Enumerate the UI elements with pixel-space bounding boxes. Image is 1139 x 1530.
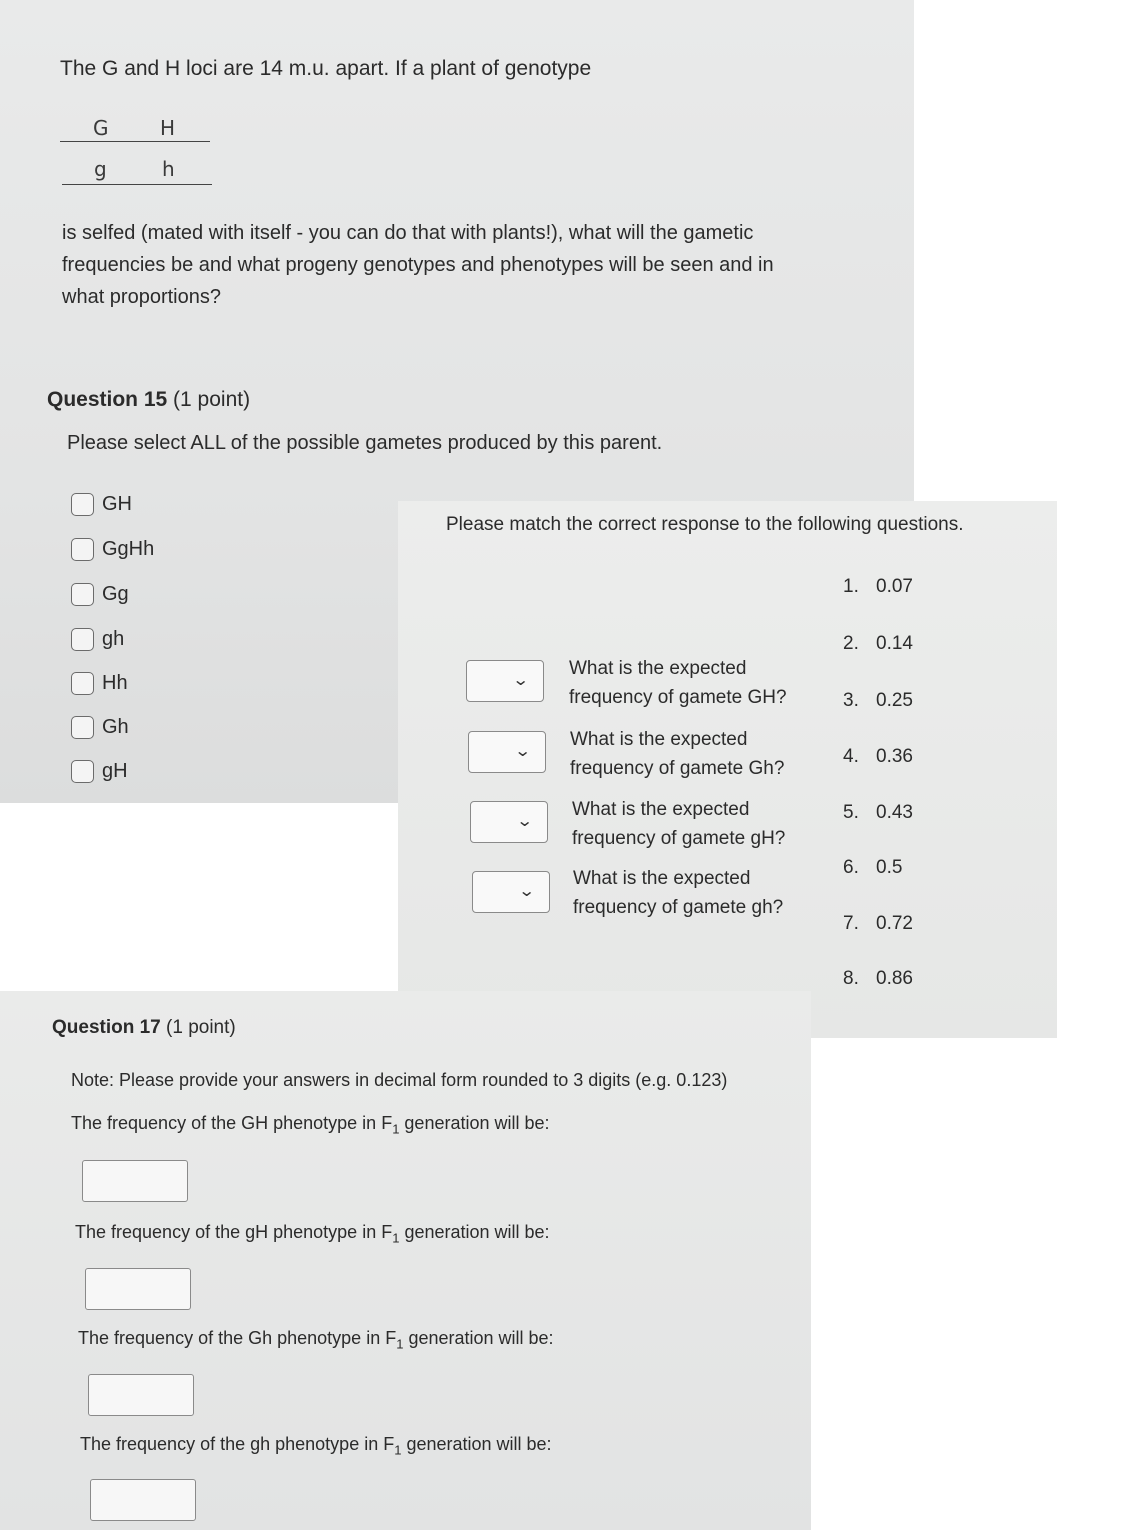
answer-item (843, 633, 913, 655)
answer-value: 0.07 (876, 576, 913, 597)
intro-paragraph (62, 217, 774, 313)
answer-item (843, 802, 913, 824)
intro-sentence: The G and H loci are 14 m.u. apart. If a plant of genotype (60, 57, 592, 80)
subscript: 1 (394, 1442, 402, 1458)
subscript: 1 (392, 1121, 400, 1137)
answer-input-GH[interactable] (82, 1160, 188, 1202)
option-label: GH (102, 492, 132, 515)
gamete-option-Gh[interactable] (71, 712, 129, 742)
question-line: What is the expected (569, 658, 747, 679)
answer-item (843, 968, 913, 990)
question-line: frequency of gamete GH? (569, 687, 787, 708)
label-text: The frequency of the gh phenotype in F (80, 1434, 395, 1454)
chevron-down-icon: ⌄ (517, 881, 536, 900)
q17-label-Gh (78, 1328, 554, 1352)
q15-title: Question 15 (47, 388, 168, 411)
checkbox[interactable] (71, 672, 94, 695)
match-question-gh (573, 864, 783, 922)
subscript: 1 (392, 1230, 400, 1246)
q17-label-gH (75, 1222, 550, 1246)
question-line: What is the expected (570, 729, 748, 750)
q17-note: Note: Please provide your answers in decimal form rounded to 3 digits (e.g. 0.123) (71, 1070, 728, 1090)
answer-number: 1. (843, 576, 859, 597)
q17-label-GH (71, 1113, 550, 1137)
allele-G: G (93, 116, 109, 140)
q15-prompt: Please select ALL of the possible gametes produced by this parent. (67, 432, 663, 454)
gamete-option-GH[interactable] (71, 489, 132, 519)
chevron-down-icon: ⌄ (515, 811, 534, 830)
checkbox[interactable] (71, 493, 94, 516)
question-line: What is the expected (573, 868, 751, 889)
match-select-GH[interactable] (466, 660, 544, 702)
answer-item (843, 690, 913, 712)
label-text: generation will be: (399, 1222, 550, 1242)
answer-item (843, 746, 913, 768)
match-question-gH (572, 795, 785, 853)
answer-input-gH[interactable] (85, 1268, 191, 1310)
answer-input-gh[interactable] (90, 1479, 196, 1521)
answer-number: 3. (843, 690, 859, 711)
match-select-gh[interactable] (472, 871, 550, 913)
match-question-Gh (570, 725, 784, 783)
gamete-option-Hh[interactable] (71, 668, 128, 698)
q17-title: Question 17 (52, 1017, 161, 1038)
checkbox[interactable] (71, 538, 94, 561)
answer-number: 7. (843, 913, 859, 934)
match-question-GH (569, 654, 787, 712)
chevron-down-icon: ⌄ (511, 670, 530, 689)
checkbox[interactable] (71, 760, 94, 783)
answer-number: 4. (843, 746, 859, 767)
checkbox[interactable] (71, 628, 94, 651)
label-text: generation will be: (401, 1434, 552, 1454)
intro-line-3: what proportions? (62, 286, 221, 308)
answer-number: 6. (843, 857, 859, 878)
intro-line-1: is selfed (mated with itself - you can do that with plants!), what will the gametic (62, 222, 754, 244)
allele-g: g (94, 157, 107, 181)
match-select-Gh[interactable] (468, 731, 546, 773)
q17-points: (1 point) (166, 1017, 236, 1038)
answer-input-Gh[interactable] (88, 1374, 194, 1416)
q15-heading (47, 388, 250, 412)
gamete-option-GgHh[interactable] (71, 534, 154, 564)
answer-value: 0.86 (876, 968, 913, 989)
q17-heading (52, 1017, 236, 1039)
gamete-option-Gg[interactable] (71, 579, 129, 609)
option-label: Gh (102, 715, 129, 738)
answer-number: 2. (843, 633, 859, 654)
question-line: frequency of gamete gh? (573, 897, 784, 918)
option-label: Gg (102, 582, 129, 605)
answer-number: 8. (843, 968, 859, 989)
option-label: GgHh (102, 537, 155, 560)
allele-H: H (160, 116, 176, 140)
chromosome-line-top (60, 141, 210, 142)
subscript: 1 (396, 1336, 404, 1352)
label-text: The frequency of the Gh phenotype in F (78, 1328, 397, 1348)
gamete-option-gH[interactable] (71, 756, 128, 786)
answer-item (843, 857, 902, 879)
q17-label-gh (80, 1434, 552, 1458)
answer-value: 0.25 (876, 690, 913, 711)
label-text: generation will be: (403, 1328, 554, 1348)
checkbox[interactable] (71, 716, 94, 739)
question-line: frequency of gamete Gh? (570, 758, 785, 779)
q15-points: (1 point) (173, 388, 251, 411)
match-instruction: Please match the correct response to the following questions. (446, 514, 964, 535)
label-text: generation will be: (399, 1113, 550, 1133)
answer-value: 0.5 (876, 857, 903, 878)
chevron-down-icon: ⌄ (513, 741, 532, 760)
answer-item (843, 913, 913, 935)
option-label: gh (102, 627, 125, 650)
label-text: The frequency of the GH phenotype in F (71, 1113, 393, 1133)
answer-item (843, 576, 913, 598)
option-label: gH (102, 759, 128, 782)
answer-value: 0.36 (876, 746, 913, 767)
chromosome-line-bottom (62, 184, 212, 185)
answer-value: 0.43 (876, 802, 913, 823)
intro-line-2: frequencies be and what progeny genotypes and phenotypes will be seen and in (62, 254, 774, 276)
gamete-option-gh[interactable] (71, 624, 124, 654)
label-text: The frequency of the gH phenotype in F (75, 1222, 393, 1242)
match-select-gH[interactable] (470, 801, 548, 843)
checkbox[interactable] (71, 583, 94, 606)
question-line: What is the expected (572, 799, 750, 820)
answer-value: 0.72 (876, 913, 913, 934)
question-line: frequency of gamete gH? (572, 828, 786, 849)
answer-value: 0.14 (876, 633, 913, 654)
option-label: Hh (102, 671, 128, 694)
allele-h: h (162, 157, 175, 181)
answer-number: 5. (843, 802, 859, 823)
